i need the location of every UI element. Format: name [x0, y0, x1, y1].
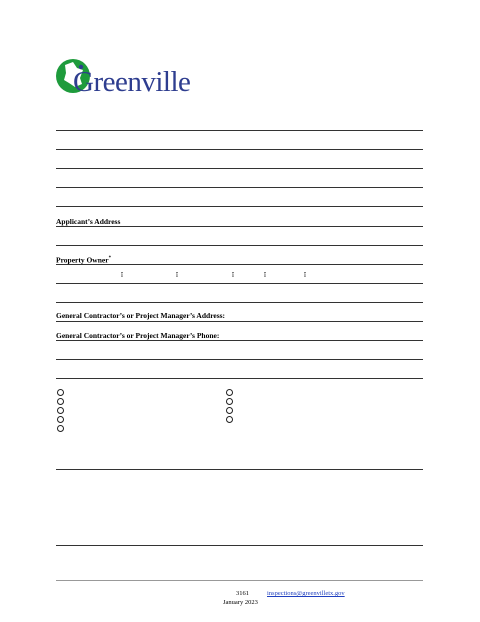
radio-option[interactable] [57, 425, 64, 432]
form-line [56, 469, 423, 470]
footer-date: January 2023 [223, 599, 258, 606]
form-line [56, 130, 423, 131]
tick-mark: ĭ [176, 271, 178, 279]
tick-mark: ĭ [264, 271, 266, 279]
logo-wordmark: Greenville [73, 66, 191, 98]
form-line [56, 168, 423, 169]
form-line [56, 378, 423, 379]
radio-option[interactable] [57, 416, 64, 423]
form-line [56, 245, 423, 246]
property-owner-label: Property Owner* [56, 255, 112, 265]
tick-mark: ĭ [232, 271, 234, 279]
gc-phone-line[interactable] [56, 340, 423, 341]
form-line [56, 149, 423, 150]
radio-option[interactable] [57, 389, 64, 396]
form-line [56, 283, 423, 284]
gc-phone-label: General Contractor’s or Project Manager’s Phone: [56, 331, 220, 340]
form-line [56, 302, 423, 303]
footer-divider [56, 580, 423, 581]
applicant-address-label: Applicant’s Address [56, 217, 121, 226]
form-line [56, 545, 423, 546]
radio-option[interactable] [226, 398, 233, 405]
radio-option[interactable] [226, 416, 233, 423]
form-line [56, 187, 423, 188]
tick-mark: ĭ [121, 271, 123, 279]
gc-address-label: General Contractor’s or Project Manager’s Address: [56, 311, 226, 320]
form-line [56, 359, 423, 360]
applicant-address-line[interactable] [56, 226, 423, 227]
footer-email-link[interactable]: inspections@greenvilletx.gov [267, 590, 345, 597]
radio-option[interactable] [57, 407, 64, 414]
form-line [56, 206, 423, 207]
footer-code: 3161 [236, 590, 249, 597]
radio-option[interactable] [226, 407, 233, 414]
property-owner-line[interactable] [56, 264, 423, 265]
tick-mark: ĭ [304, 271, 306, 279]
gc-address-line[interactable] [56, 321, 423, 322]
radio-option[interactable] [226, 389, 233, 396]
radio-option[interactable] [57, 398, 64, 405]
